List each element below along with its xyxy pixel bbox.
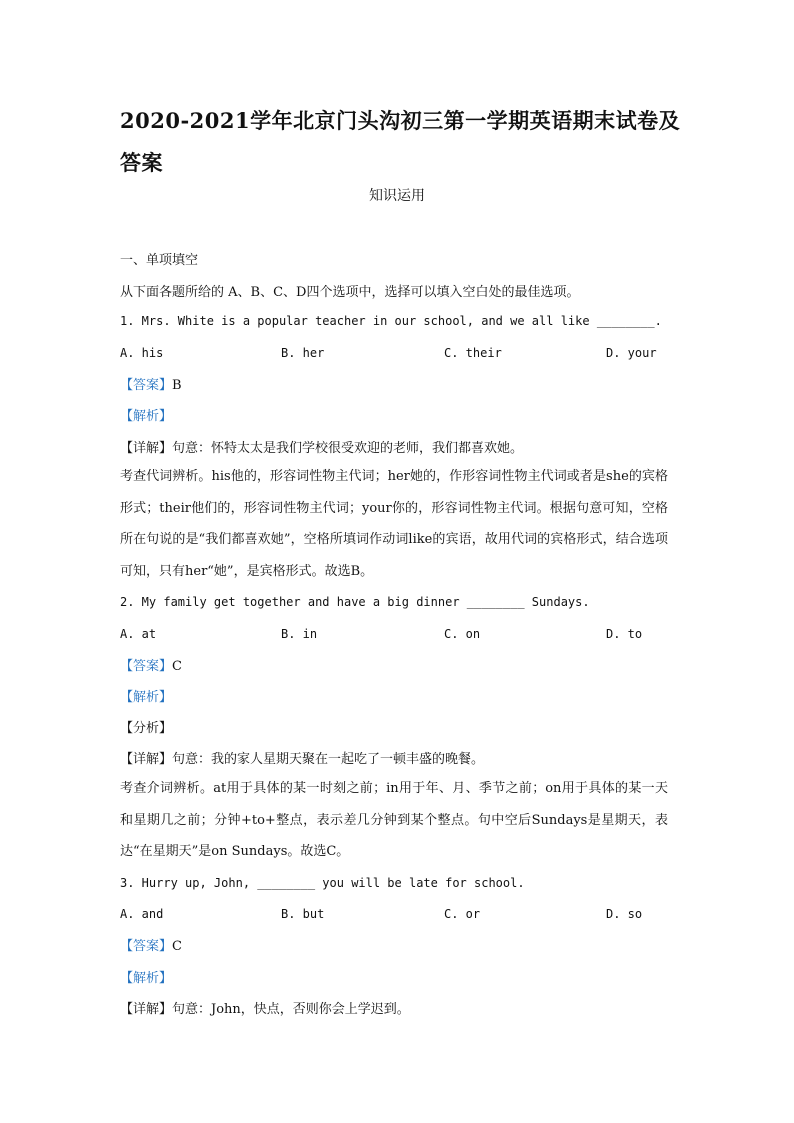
fenxi-label: 【分析】 bbox=[120, 721, 173, 736]
question-3-option-b: B. but bbox=[281, 907, 325, 921]
analysis-label: 【解析】 bbox=[120, 409, 173, 424]
answer-label: 【答案】 bbox=[120, 378, 173, 393]
answer-label: 【答案】 bbox=[120, 659, 173, 674]
detail-text: 句意：怀特太太是我们学校很受欢迎的老师，我们都喜欢她。 bbox=[172, 441, 524, 456]
analysis-label: 【解析】 bbox=[120, 971, 173, 986]
question-3-analysis-label bbox=[120, 967, 172, 986]
question-2-option-b: B. in bbox=[281, 627, 318, 641]
answer-label: 【答案】 bbox=[120, 939, 173, 954]
question-3-stem: 3. Hurry up, John, ________ you will be late for school. bbox=[120, 876, 525, 890]
question-3-option-d: D. so bbox=[606, 907, 643, 921]
question-1-option-c: C. their bbox=[444, 346, 502, 360]
question-2-option-d: D. to bbox=[606, 627, 643, 641]
detail-text: 句意：我的家人星期天聚在一起吃了一顿丰盛的晚餐。 bbox=[172, 752, 485, 767]
question-2-option-a: A. at bbox=[120, 627, 157, 641]
question-2-stem: 2. My family get together and have a big dinner ________ Sundays. bbox=[120, 595, 590, 609]
part-heading: 一、单项填空 bbox=[120, 253, 199, 268]
question-1-option-a: A. his bbox=[120, 346, 164, 360]
question-2-fenxi-label bbox=[120, 717, 172, 736]
question-1-analysis-label bbox=[120, 405, 172, 424]
question-3-option-c: C. or bbox=[444, 907, 481, 921]
question-2-option-c: C. on bbox=[444, 627, 481, 641]
question-1-option-d: D. your bbox=[606, 346, 657, 360]
question-3-detail bbox=[120, 998, 410, 1017]
question-2-analysis-label bbox=[120, 686, 172, 705]
instruction: 从下面各题所给的 A、B、C、D四个选项中，选择可以填入空白处的最佳选项。 bbox=[120, 285, 580, 300]
question-2-explanation: 考查介词辨析。at用于具体的某一时刻之前；in用于年、月、季节之前；on用于具体的某一天和星期几之前；分钟+to+整点，表示差几分钟到某个整点。句中空后Sundays是星期天，表达“在星期天”是on Sundays。故选C。 bbox=[120, 781, 668, 859]
answer-value: B bbox=[172, 378, 182, 393]
detail-text: 句意：John，快点，否则你会上学迟到。 bbox=[172, 1002, 410, 1017]
question-3-answer bbox=[120, 935, 182, 954]
answer-value: C bbox=[172, 939, 182, 954]
question-1-answer bbox=[120, 374, 182, 393]
answer-value: C bbox=[172, 659, 182, 674]
question-1-stem: 1. Mrs. White is a popular teacher in our school, and we all like ________. bbox=[120, 314, 662, 328]
detail-label: 【详解】 bbox=[120, 1002, 173, 1017]
question-3-option-a: A. and bbox=[120, 907, 164, 921]
question-2-answer bbox=[120, 655, 182, 674]
question-2-detail bbox=[120, 748, 484, 767]
detail-label: 【详解】 bbox=[120, 752, 173, 767]
question-1-option-b: B. her bbox=[281, 346, 325, 360]
analysis-label: 【解析】 bbox=[120, 690, 173, 705]
question-1-detail bbox=[120, 437, 523, 456]
page-title: 2020-2021学年北京门头沟初三第一学期英语期末试卷及答案 bbox=[120, 108, 681, 175]
detail-label: 【详解】 bbox=[120, 441, 173, 456]
section-heading: 知识运用 bbox=[369, 188, 425, 204]
question-1-explanation: 考查代词辨析。his他的，形容词性物主代词；her她的，作形容词性物主代词或者是she的宾格形式；their他们的，形容词性物主代词；your你的，形容词性物主代词。根据句意可知，空格所在句说的是“我们都喜欢她”，空格所填词作动词like的宾语，故用代词的宾格形式，结合选项可知，只有her“她”，是宾格形式。故选B。 bbox=[120, 469, 668, 579]
